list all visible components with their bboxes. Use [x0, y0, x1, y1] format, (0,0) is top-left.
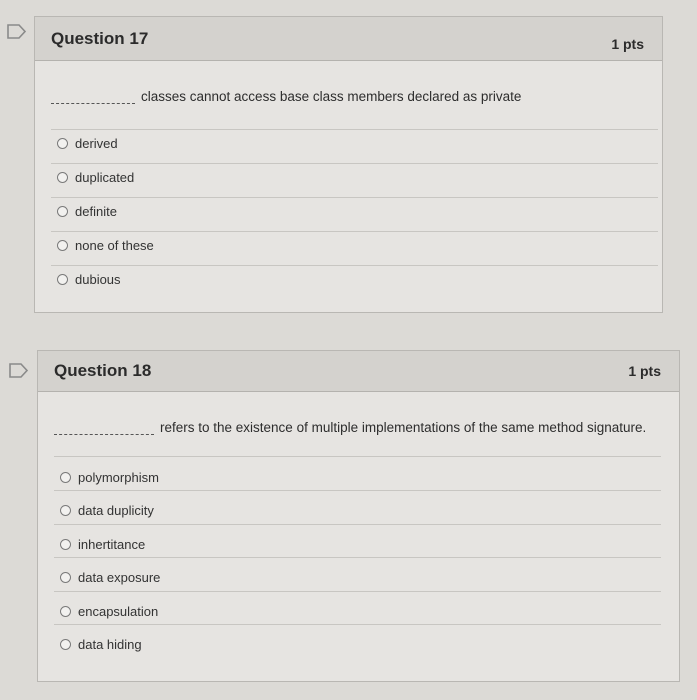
question-header	[38, 351, 679, 392]
answer-option[interactable]	[57, 170, 134, 185]
divider	[54, 490, 661, 491]
answer-option[interactable]	[57, 136, 118, 151]
answer-option[interactable]	[60, 503, 154, 518]
radio-button[interactable]	[60, 572, 71, 583]
divider	[54, 624, 661, 625]
answer-label: data hiding	[78, 637, 142, 652]
flag-icon[interactable]	[7, 24, 29, 40]
divider	[54, 557, 661, 558]
question-prompt	[51, 89, 521, 104]
answer-option[interactable]	[60, 637, 142, 652]
question-prompt	[54, 420, 646, 435]
divider	[51, 129, 658, 130]
prompt-text: refers to the existence of multiple implementations of the same method signature.	[160, 420, 647, 435]
radio-button[interactable]	[60, 606, 71, 617]
question-points: 1 pts	[628, 363, 661, 379]
answer-option[interactable]	[60, 570, 160, 585]
answer-option[interactable]	[57, 238, 154, 253]
radio-button[interactable]	[57, 206, 68, 217]
answer-label: definite	[75, 204, 117, 219]
radio-button[interactable]	[57, 240, 68, 251]
question-card	[37, 350, 680, 682]
divider	[54, 524, 661, 525]
radio-button[interactable]	[60, 505, 71, 516]
divider	[51, 231, 658, 232]
answer-label: derived	[75, 136, 118, 151]
question-card	[34, 16, 663, 313]
question-header	[35, 17, 662, 61]
answer-option[interactable]	[60, 537, 145, 552]
answer-option[interactable]	[57, 272, 121, 287]
answer-label: encapsulation	[78, 604, 159, 619]
fill-in-blank	[54, 424, 154, 435]
divider	[51, 163, 658, 164]
answer-label: data duplicity	[78, 503, 154, 518]
question-title: Question 18	[54, 361, 152, 380]
fill-in-blank	[51, 93, 135, 104]
radio-button[interactable]	[60, 639, 71, 650]
question-title: Question 17	[51, 28, 149, 48]
divider	[54, 456, 661, 457]
answer-option[interactable]	[57, 204, 117, 219]
answer-option[interactable]	[60, 604, 158, 619]
answer-label: data exposure	[78, 570, 161, 585]
divider	[51, 265, 658, 266]
prompt-text: classes cannot access base class members declared as private	[141, 89, 522, 104]
answer-option[interactable]	[60, 470, 159, 485]
divider	[54, 591, 661, 592]
answer-label: polymorphism	[78, 470, 159, 485]
answer-label: inhertitance	[78, 537, 146, 552]
radio-button[interactable]	[60, 472, 71, 483]
answer-label: dubious	[75, 272, 121, 287]
radio-button[interactable]	[57, 172, 68, 183]
radio-button[interactable]	[57, 138, 68, 149]
radio-button[interactable]	[60, 539, 71, 550]
answer-label: none of these	[75, 238, 154, 253]
radio-button[interactable]	[57, 274, 68, 285]
question-points: 1 pts	[611, 35, 644, 52]
answer-label: duplicated	[75, 170, 135, 185]
divider	[51, 197, 658, 198]
flag-icon[interactable]	[9, 363, 31, 379]
